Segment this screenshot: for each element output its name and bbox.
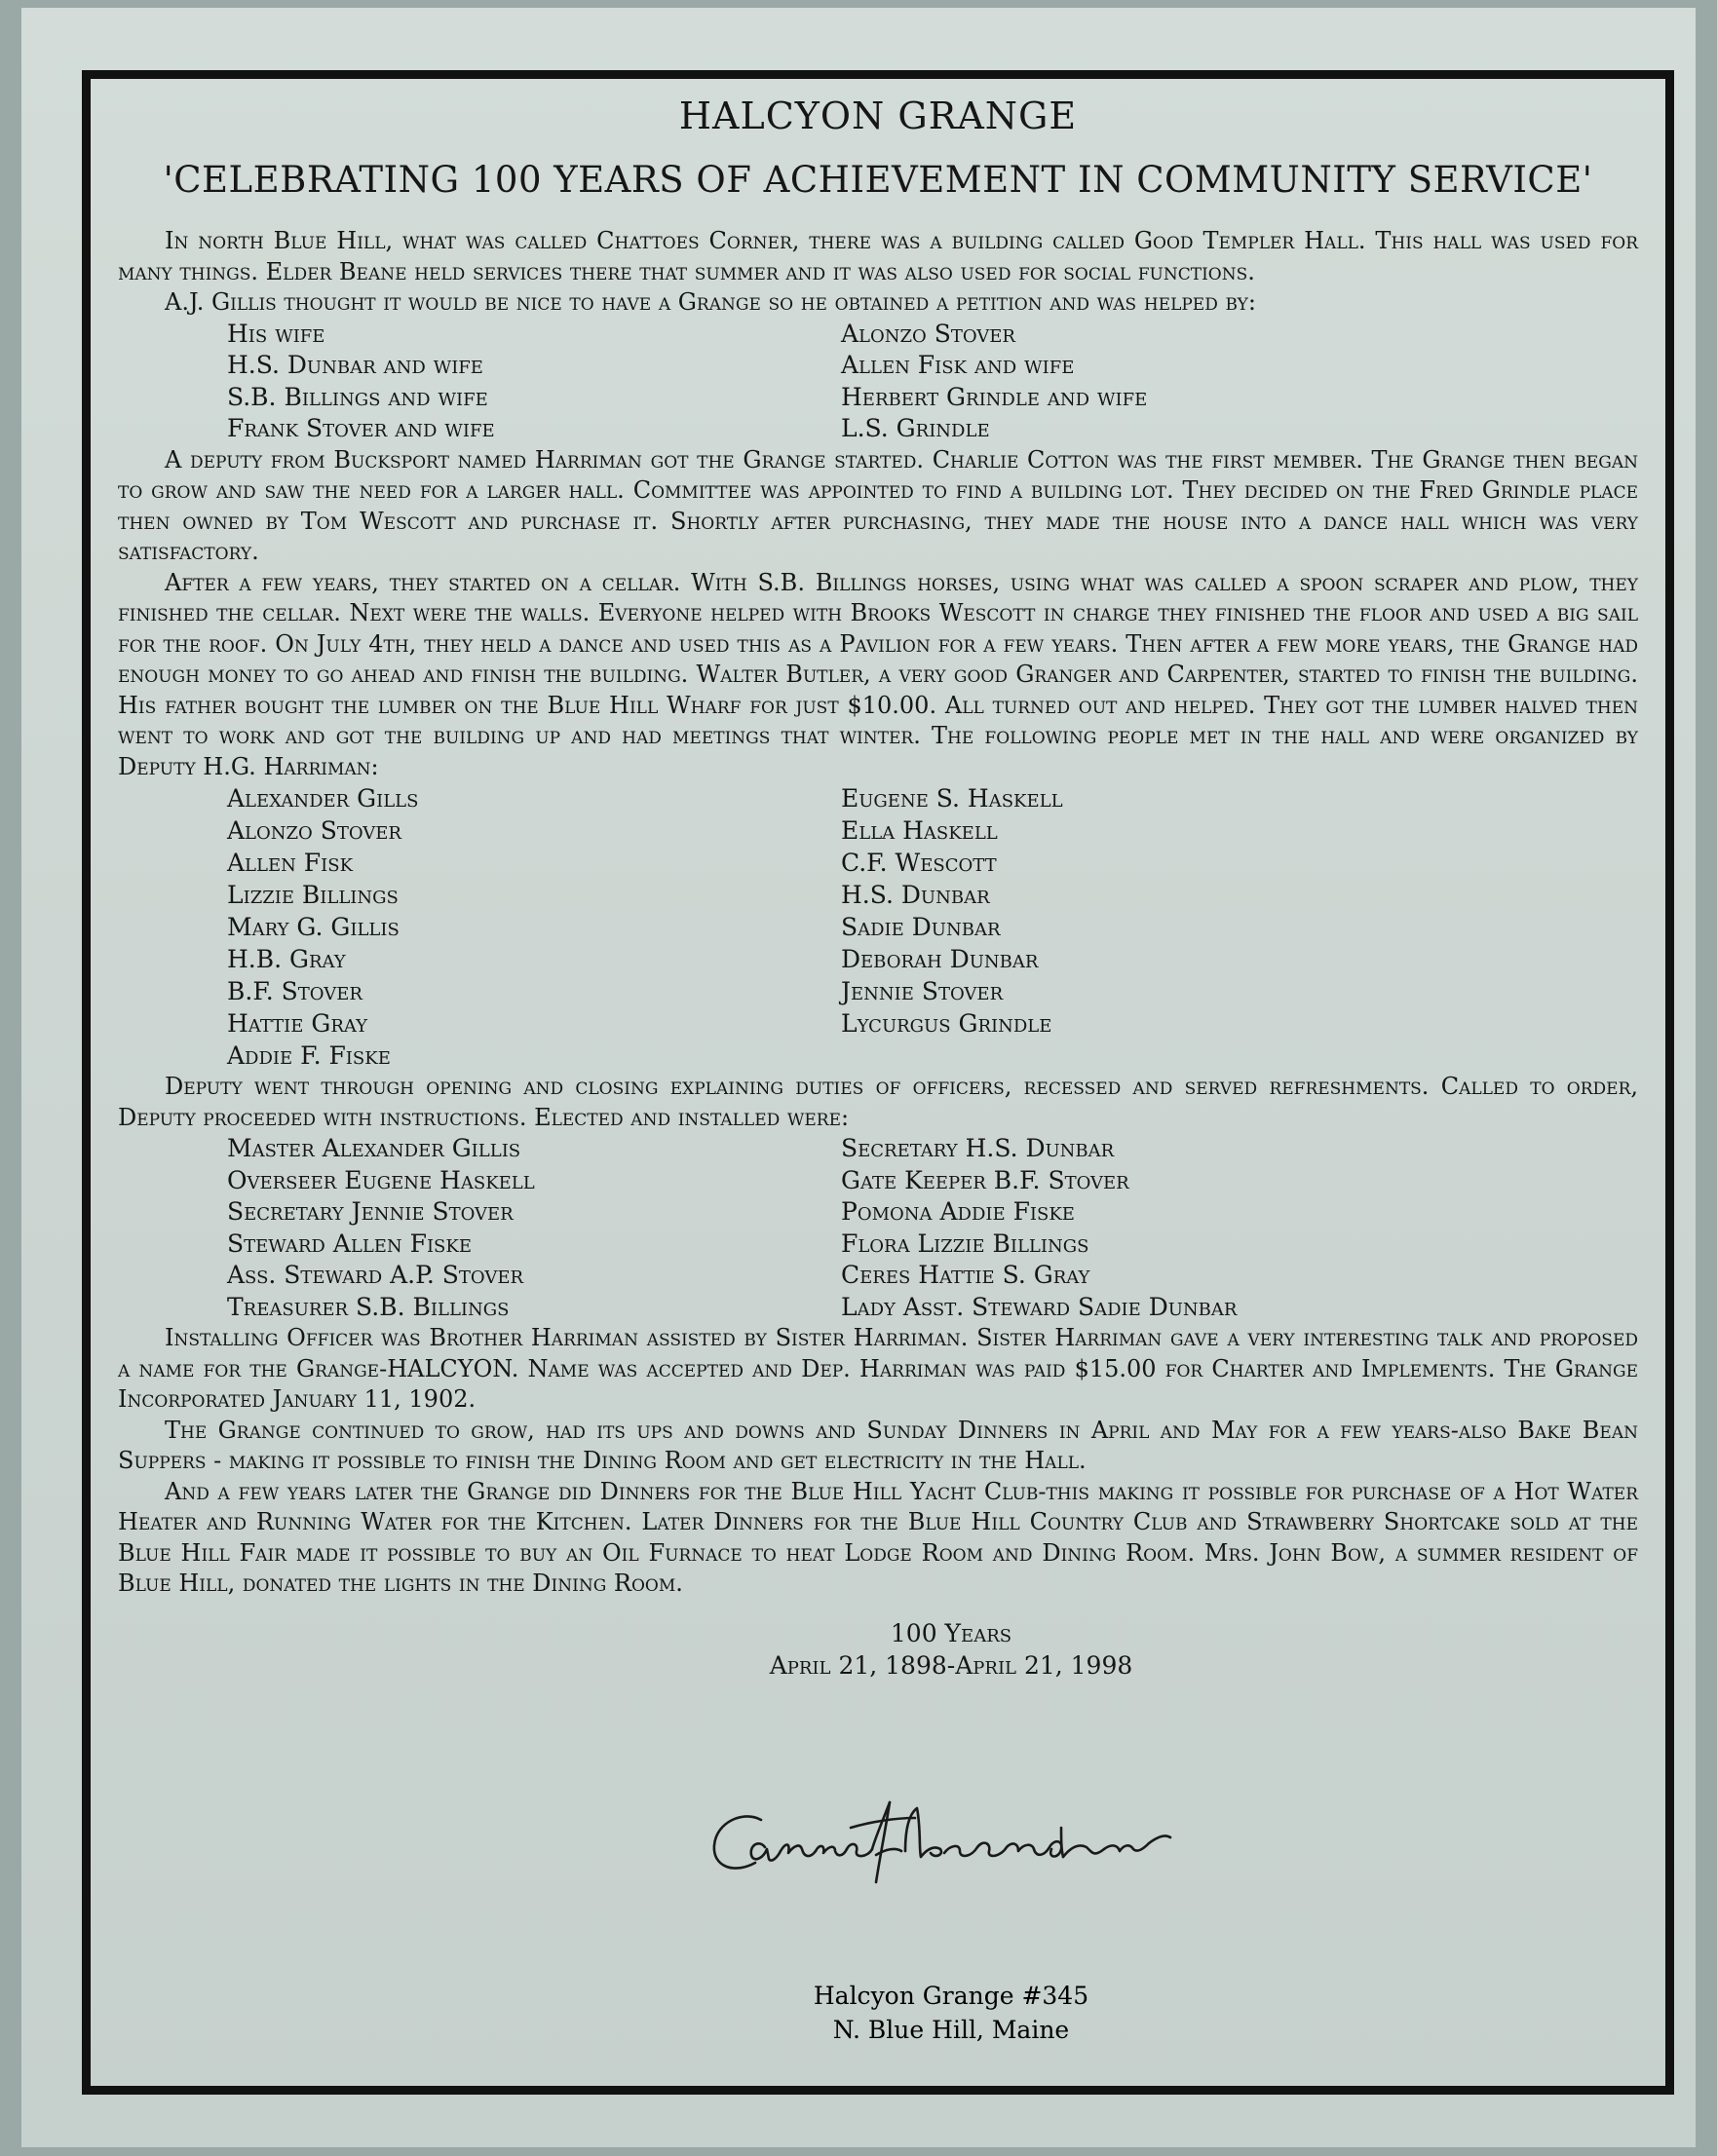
list-item: Sadie Dunbar: [841, 913, 1001, 941]
list-item: L.S. Grindle: [841, 414, 990, 442]
officers-list: [118, 1133, 1638, 1323]
grange-location: N. Blue Hill, Maine: [832, 2016, 1070, 2044]
list-item: [841, 1040, 1638, 1072]
list-item: Lizzie Billings: [227, 881, 399, 909]
anniversary-years: 100 Years: [890, 1618, 1012, 1647]
list-item: C.F. Wescott: [841, 849, 997, 877]
list-item: Treasurer S.B. Billings: [227, 1292, 510, 1321]
list-item: Steward Allen Fiske: [227, 1229, 472, 1258]
document-body: [118, 87, 1638, 1682]
list-item: Addie F. Fiske: [227, 1041, 391, 1070]
list-item: Ella Haskell: [841, 816, 998, 845]
list-item: Eugene S. Haskell: [841, 784, 1063, 813]
petition-helpers-list: [118, 319, 1638, 445]
list-item: Master Alexander Gillis: [227, 1134, 521, 1162]
paragraph-installation: Installing Officer was Brother Harriman assisted by Sister Harriman. Sister Harriman gave a very interesting talk and proposed a name for the Grange-HALCYON. Name was accepted and Dep. Harriman was paid $15.00 for Charter and Implements. The Grange Incorporated January 11, 1902.: [118, 1324, 1638, 1413]
list-item: Lycurgus Grindle: [841, 1009, 1052, 1038]
list-item: Ass. Steward A.P. Stover: [227, 1261, 524, 1289]
document-border: [82, 70, 1674, 2095]
paragraph-building: After a few years, they started on a cellar. With S.B. Billings horses, using what was called a spoon scraper and plow, they finished the cellar. Next were the walls. Everyone helped with Brooks Wescott in charge they finished the floor and used a big sail for the roof. On July 4th, they held a dance and used this as a Pavilion for a few years. Then after a few more years, the Grange had enough money to go ahead and finish the building. Walter Butler, a very good Granger and Carpenter, started to finish the building. His father bought the lumber on the Blue Hill Wharf for just $10.00. All turned out and helped. They got the lumber halved then went to work and got the building up and had meetings that winter. The following people met in the hall and were organized by Deputy H.G. Harriman:: [118, 568, 1638, 780]
list-item: Alonzo Stover: [227, 816, 401, 845]
list-item: B.F. Stover: [227, 977, 362, 1005]
list-item: Jennie Stover: [841, 977, 1004, 1005]
list-item: Flora Lizzie Billings: [841, 1229, 1089, 1258]
paragraph-growth: The Grange continued to grow, had its ups and downs and Sunday Dinners in April and May for a few years-also Bake Bean Suppers - making it possible to finish the Dining Room and get electricity in the Hall.: [118, 1416, 1638, 1474]
list-item: Mary G. Gillis: [227, 913, 400, 941]
list-item: S.B. Billings and wife: [227, 382, 488, 411]
list-item: Herbert Grindle and wife: [841, 382, 1148, 411]
paragraph-petition: A.J. Gillis thought it would be nice to have a Grange so he obtained a petition and was helped by:: [165, 288, 1256, 316]
list-item: Hattie Gray: [227, 1009, 368, 1038]
list-item: Alonzo Stover: [841, 319, 1015, 348]
list-item: Alexander Gills: [227, 784, 419, 813]
grange-identification: [91, 1979, 1665, 2047]
paragraph-dinners: And a few years later the Grange did Dinners for the Blue Hill Yacht Club-this making it possible for purchase of a Hot Water Heater and Running Water for the Kitchen. Later Dinners for the Blue Hill Country Club and Strawberry Shortcake sold at the Blue Hill Fair made it possible to buy an Oil Furnace to heat Lodge Room and Dining Room. Mrs. John Bow, a summer resident of Blue Hill, donated the lights in the Dining Room.: [118, 1477, 1638, 1597]
paragraph-officers-intro: Deputy went through opening and closing explaining duties of officers, recessed and served refreshments. Called to order, Deputy proceeded with instructions. Elected and installed were:: [118, 1073, 1638, 1131]
list-item: H.S. Dunbar: [841, 881, 990, 909]
list-item: H.B. Gray: [227, 945, 346, 973]
anniversary-dates: April 21, 1898-April 21, 1998: [769, 1650, 1133, 1680]
grange-name: Halcyon Grange #345: [813, 1982, 1089, 2010]
list-item: Lady Asst. Steward Sadie Dunbar: [841, 1292, 1238, 1321]
paper-sheet: [21, 8, 1696, 2147]
list-item: Ceres Hattie S. Gray: [841, 1261, 1090, 1289]
list-item: Frank Stover and wife: [227, 414, 495, 442]
list-item: Secretary Jennie Stover: [227, 1197, 514, 1226]
list-item: Pomona Addie Fiske: [841, 1197, 1075, 1226]
document-subtitle: 'CELEBRATING 100 YEARS OF ACHIEVEMENT IN COMMUNITY SERVICE': [163, 159, 1593, 201]
list-item: Gate Keeper B.F. Stover: [841, 1165, 1129, 1194]
list-item: Deborah Dunbar: [841, 945, 1039, 973]
anniversary-block: [264, 1617, 1638, 1682]
list-item: H.S. Dunbar and wife: [227, 351, 483, 379]
paragraph-history-intro: In north Blue Hill, what was called Chattoes Corner, there was a building called Good Templer Hall. This hall was used for many things. Elder Beane held services there that summer and it was also used for social functions.: [118, 227, 1638, 285]
list-item: Secretary H.S. Dunbar: [841, 1134, 1115, 1162]
charter-members-list: [118, 782, 1638, 1072]
list-item: Allen Fisk and wife: [841, 351, 1075, 379]
list-item: Allen Fisk: [227, 849, 354, 877]
paragraph-deputy: A deputy from Bucksport named Harriman got the Grange started. Charlie Cotton was the first member. The Grange then began to grow and saw the need for a larger hall. Committee was appointed to find a building lot. They decided on the Fred Grindle place then owned by Tom Wescott and purchase it. Shortly after purchasing, they made the house into a dance hall which was very satisfactory.: [118, 445, 1638, 565]
document-title: HALCYON GRANGE: [678, 95, 1078, 137]
handwritten-signature: [705, 1789, 1250, 1896]
list-item: Overseer Eugene Haskell: [227, 1165, 535, 1194]
list-item: His wife: [227, 319, 325, 348]
